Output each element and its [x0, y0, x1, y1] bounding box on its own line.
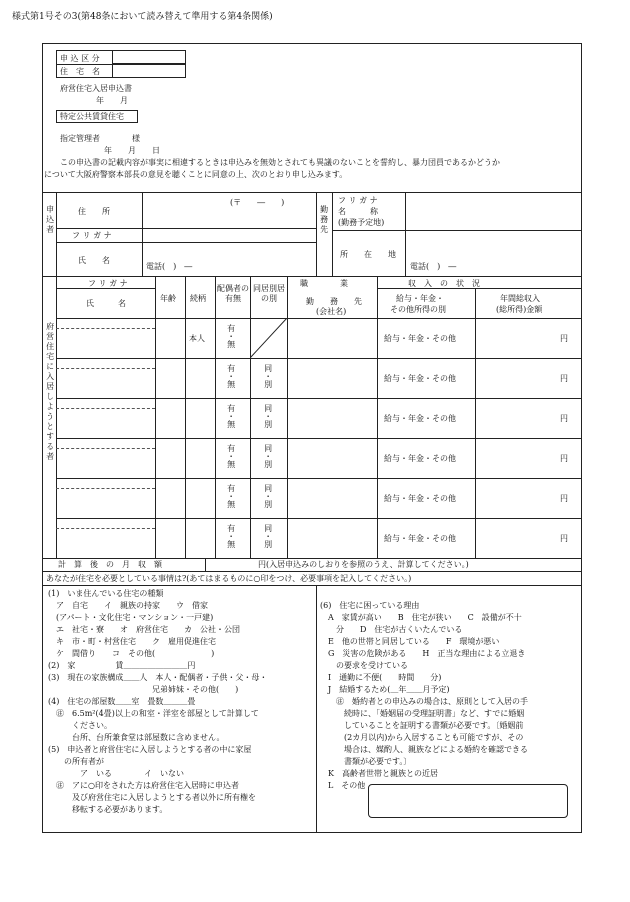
member-row-divider [56, 438, 582, 439]
left-reason-line: (3) 現在の家族構成＿＿人 本人・配偶者・子供・父・母・ [48, 673, 268, 682]
cohabit-same-separate[interactable]: 同・別 [263, 484, 273, 508]
employer-phone[interactable]: 電話( ) ― [410, 262, 457, 271]
spouse-header: 配偶者の有無 [217, 284, 249, 303]
right-reason-line: L その他 [320, 781, 366, 790]
form-title: 様式第1号その3(第48条において読み替えて準用する第4条関係) [12, 12, 273, 22]
application-title: 府営住宅入居申込書 [60, 84, 132, 93]
right-reason-line: E 他の世帯と同居している F 環境が悪い [320, 637, 500, 646]
left-reason-line: ア いる イ いない [48, 769, 184, 778]
income-type-options[interactable]: 給与・年金・その他 [384, 454, 456, 463]
company-header: (会社名) [316, 307, 347, 316]
left-reason-line: (1) いま住んでいる住宅の種類 [48, 589, 164, 598]
yen-unit: 円 [560, 454, 568, 463]
member-furigana-divider [56, 448, 155, 449]
right-reason-line: A 家賃が高い B 住宅が狭い C 設備が不十 [320, 613, 522, 622]
employer-furigana-label: フ リ ガ ナ [338, 196, 378, 205]
spouse-yes-no[interactable]: 有・無 [226, 524, 236, 548]
left-reason-line: の所有者が [48, 757, 104, 766]
right-reason-line: 書類が必要です。〕 [320, 757, 412, 766]
intro-line-1: この申込書の記載内容が事実に相違するときは申込みを無効とされても異議のないことを誓約し、暴力団員であるかどうか [60, 158, 500, 167]
left-reason-line: 移転する必要があります。 [48, 805, 168, 814]
calc-label: 計 算 後 の 月 収 額 [58, 560, 162, 569]
right-reason-line: (2カ月以内)から入居することも可能ですが、その [320, 733, 524, 742]
member-row-divider [56, 398, 582, 399]
left-reason-line: エ 社宅・寮 オ 府営住宅 カ 公社・公団 [48, 625, 240, 634]
left-reason-line: 兄弟姉妹・その他( ) [48, 685, 239, 694]
members-side-label: 府営住宅に入居しようとする者 [45, 322, 55, 462]
application-date: 年 月 日 [104, 146, 160, 155]
housing-name-input[interactable] [112, 64, 186, 78]
address-label: 住 所 [78, 207, 110, 216]
applicant-name-label: 氏 名 [78, 256, 110, 265]
left-reason-line: (アパート・文化住宅・マンション・一戸建) [48, 613, 214, 622]
right-reason-line: I 通勤に不便( 時間 分) [320, 673, 442, 682]
income-type-header: 給与・年金・ [396, 294, 444, 303]
member-furigana-divider [56, 488, 155, 489]
income-type-options[interactable]: 給与・年金・その他 [384, 494, 456, 503]
income-amount-header: 年間総収入 [500, 294, 540, 303]
right-reason-line: K 高齢者世帯と親族との近居 [320, 769, 438, 778]
cohabit-same-separate[interactable]: 同・別 [263, 364, 273, 388]
right-reason-line: J 結婚するため(＿年＿＿月予定) [320, 685, 450, 694]
spouse-yes-no[interactable]: 有・無 [226, 444, 236, 468]
spouse-yes-no[interactable]: 有・無 [226, 484, 236, 508]
left-reason-line: 台所、台所兼食堂は部屋数に含めません。 [48, 733, 225, 742]
right-reason-line: 続時に、「婚姻届の受理証明書」など、すでに婚姻 [320, 709, 525, 718]
member-furigana-header: フ リ ガ ナ [88, 279, 128, 288]
application-month: 年 月 [96, 96, 128, 105]
right-reason-line: していることを証明する書類が必要です。〔婚姻前 [320, 721, 524, 730]
application-type-label: 申 込 区 分 [60, 54, 100, 63]
relation-header: 続柄 [190, 294, 206, 303]
employer-location-label: 所 在 地 [340, 250, 396, 259]
job-header: 職 業 [300, 279, 348, 288]
intro-line-2: について大阪府警察本部長の意見を聴くことに同意の上、次のとおり申し込みます。 [44, 170, 348, 179]
left-reason-line: (5) 申込者と府営住宅に入居しようとする者の中に家屋 [48, 745, 252, 754]
right-reason-line: の要求を受けている [320, 661, 408, 670]
yen-unit: 円 [560, 534, 568, 543]
member-row-divider [56, 358, 582, 359]
member-furigana-divider [56, 408, 155, 409]
postal-code[interactable]: (〒 ― ) [230, 198, 285, 207]
job-sub-header: 勤 務 先 [306, 297, 362, 306]
left-reason-line: ケ 間借り コ その他( ) [48, 649, 215, 658]
right-reason-line: 分 D 住宅が古くいたんでいる [320, 625, 463, 634]
left-reason-line: 及び府営住宅に入居しようとする者以外に所有権を [48, 793, 256, 802]
employer-name-label: 名 称 [338, 207, 378, 216]
member-furigana-divider [56, 528, 155, 529]
self-relation: 本人 [189, 334, 205, 343]
left-reason-line: ア 自宅 イ 親族の持家 ウ 借家 [48, 601, 208, 610]
income-type-options[interactable]: 給与・年金・その他 [384, 534, 456, 543]
yen-unit: 円 [560, 374, 568, 383]
spouse-yes-no[interactable]: 有・無 [226, 364, 236, 388]
cohabit-header: 同居別居の別 [253, 284, 285, 303]
age-header: 年齢 [160, 294, 176, 303]
income-header: 収 入 の 状 況 [408, 279, 480, 288]
other-reason-bracket[interactable] [368, 784, 568, 818]
employer-side-label: 勤務先 [319, 205, 329, 235]
left-reason-line: (2) 家 賃＿＿＿＿＿＿＿＿円 [48, 661, 196, 670]
special-housing-label: 特定公共賃貸住宅 [60, 112, 124, 121]
calc-value[interactable]: 円(入居申込みのしおりを参照のうえ、計算してください。) [258, 560, 469, 569]
employer-name-note: (勤務予定地) [338, 218, 385, 227]
income-type-options[interactable]: 給与・年金・その他 [384, 334, 456, 343]
spouse-yes-no[interactable]: 有・無 [226, 324, 236, 348]
member-furigana-divider [56, 328, 155, 329]
cohabit-same-separate[interactable]: 同・別 [263, 444, 273, 468]
member-name-header: 氏 名 [86, 299, 126, 308]
income-type-options[interactable]: 給与・年金・その他 [384, 414, 456, 423]
right-reason-line: ㊟ 婚約者との申込みの場合は、原則として入居の手 [320, 697, 528, 706]
left-reason-line: ㊟ アに○印をされた方は府営住宅入居時に申込者 [48, 781, 239, 790]
manager-line: 指定管理者 様 [60, 134, 140, 143]
left-reason-line: ください。 [48, 721, 112, 730]
cohabit-same-separate[interactable]: 同・別 [263, 524, 273, 548]
cohabit-same-separate[interactable]: 同・別 [263, 404, 273, 428]
yen-unit: 円 [560, 334, 568, 343]
member-row-divider [56, 478, 582, 479]
applicant-side-label: 申込者 [45, 205, 55, 235]
applicant-phone[interactable]: 電話( ) ― [146, 262, 193, 271]
left-reason-line: (4) 住宅の部屋数＿＿室 畳数＿＿＿畳 [48, 697, 196, 706]
member-row-divider [56, 518, 582, 519]
spouse-yes-no[interactable]: 有・無 [226, 404, 236, 428]
member-furigana-divider [56, 368, 155, 369]
yen-unit: 円 [560, 494, 568, 503]
right-reason-line: (6) 住宅に困っている理由 [320, 601, 420, 610]
application-type-input[interactable] [112, 50, 186, 64]
left-reason-line: ㊟ 6.5m²(4畳)以上の和室・洋室を部屋として計算して [48, 709, 259, 718]
income-amount-header-2: (総所得)金額 [496, 305, 543, 314]
left-reason-line: キ 市・町・村営住宅 ク 雇用促進住宅 [48, 637, 216, 646]
housing-name-label: 住 宅 名 [60, 67, 100, 76]
yen-unit: 円 [560, 414, 568, 423]
right-reason-line: G 災害の危険がある H 正当な理由による立退き [320, 649, 526, 658]
diagonal-strike [250, 318, 287, 358]
income-type-options[interactable]: 給与・年金・その他 [384, 374, 456, 383]
right-reason-line: 場合は、媒酌人、親族などによる婚約を確認できる [320, 745, 528, 754]
reason-prompt: あなたが住宅を必要としている事情は?(あてはまるものに○印をつけ、必要事項を記入してください。) [46, 574, 412, 583]
income-type-header-2: その他所得の別 [390, 305, 446, 314]
applicant-furigana-label: フ リ ガ ナ [72, 231, 112, 240]
